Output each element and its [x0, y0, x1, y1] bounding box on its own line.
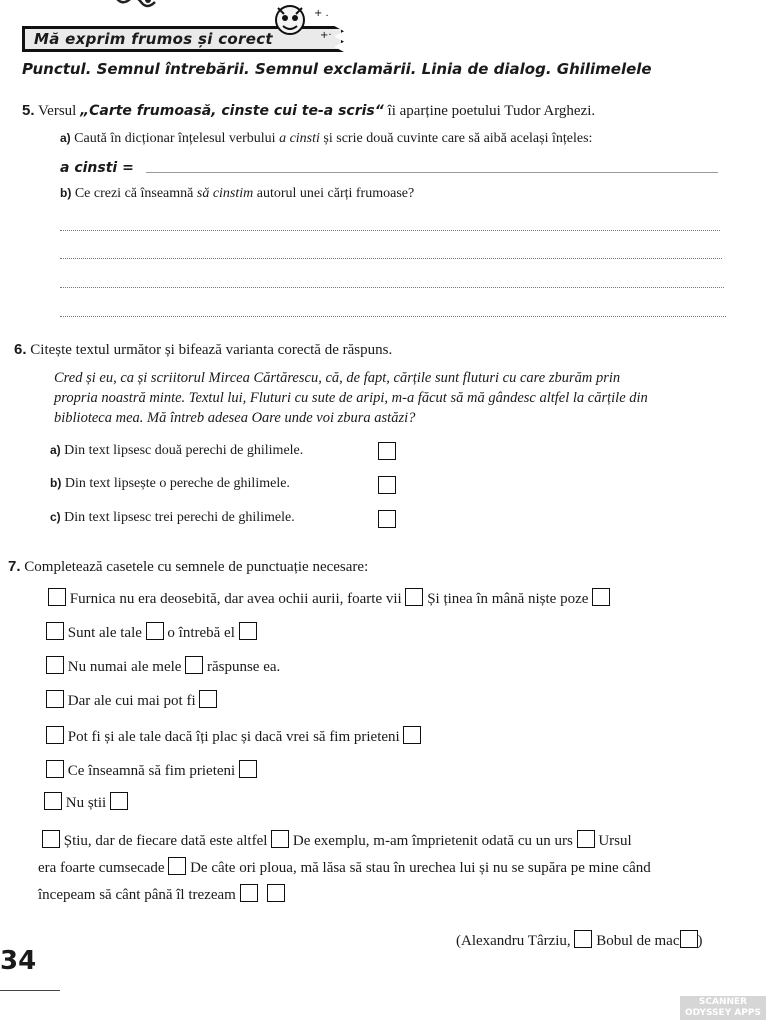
q7-line-1: Furnica nu era deosebită, dar avea ochii aurii, foarte vii Și ținea în mână niște poze [48, 588, 610, 608]
answer-line[interactable] [60, 287, 724, 288]
svg-text:+·: +· [320, 30, 332, 41]
q7-line-7: Nu știi [44, 792, 128, 812]
q7-line-9: era foarte cumsecade De câte ori ploua, mă lăsa să stau în urechea lui și nu se supăra pe mine când [38, 857, 651, 877]
punctuation-box[interactable] [680, 930, 698, 948]
punctuation-box[interactable] [239, 622, 257, 640]
section-banner-title: Mă exprim frumos și corect [34, 30, 273, 48]
page-number: 34 [0, 946, 37, 976]
q7-instruction: 7. Completează casetele cu semnele de punctuație necesare: [8, 558, 369, 575]
punctuation-box[interactable] [577, 830, 595, 848]
q5-answer-line[interactable] [146, 172, 718, 173]
q6-passage: Cred și eu, ca și scriitorul Mircea Cărtărescu, că, de fapt, cărțile sunt fluturi cu care zburăm prin propria noastră minte. Textul lui, Fluturi cu sute de aripi, m-a făcut să mă gândesc altfel la cărțile din biblioteca mea. Mă întreb adesea Oare unde voi zbura astăzi? [54, 370, 648, 426]
punctuation-box[interactable] [146, 622, 164, 640]
punctuation-box[interactable] [46, 622, 64, 640]
q7-line-3: Nu numai ale mele răspunse ea. [46, 656, 280, 676]
answer-line[interactable] [60, 258, 722, 259]
q6-option-b: b) Din text lipsește o pereche de ghilimele. [50, 476, 290, 491]
q6-option-c: c) Din text lipsesc trei perechi de ghilimele. [50, 510, 295, 525]
q5-subquestion-b: b) Ce crezi că înseamnă să cinstim autorul unei cărți frumoase? [60, 186, 415, 201]
q5-subquestion-a: a) Caută în dicționar înțelesul verbului a cinsti și scrie două cuvinte care să aibă același înțeles: [60, 131, 593, 146]
punctuation-box[interactable] [403, 726, 421, 744]
punctuation-box[interactable] [185, 656, 203, 674]
mascot-face-icon [268, 2, 340, 42]
answer-line[interactable] [60, 316, 726, 317]
page-divider [0, 990, 60, 991]
punctuation-box[interactable] [46, 690, 64, 708]
punctuation-box[interactable] [46, 726, 64, 744]
q6-option-b-checkbox[interactable] [378, 476, 396, 494]
q6-option-a: a) Din text lipsesc două perechi de ghilimele. [50, 443, 304, 458]
answer-line[interactable] [60, 230, 720, 231]
punctuation-box[interactable] [168, 857, 186, 875]
scanner-watermark: SCANNER ODYSSEY APPS [680, 996, 766, 1020]
decorative-doodle-icon [110, 0, 170, 14]
punctuation-box[interactable] [110, 792, 128, 810]
punctuation-box[interactable] [46, 656, 64, 674]
q7-source: (Alexandru Târziu, Bobul de mac ) [456, 930, 703, 950]
q7-line-4: Dar ale cui mai pot fi [46, 690, 217, 710]
punctuation-box[interactable] [239, 760, 257, 778]
q5-verse-quote: „Carte frumoasă, cinste cui te-a scris“ [80, 103, 384, 119]
section-subtitle: Punctul. Semnul întrebării. Semnul exclamării. Linia de dialog. Ghilimelele [22, 60, 652, 78]
q7-line-8: Știu, dar de fiecare dată este altfel De exemplu, m-am împrietenit odată cu un urs Ursul [42, 830, 632, 850]
punctuation-box[interactable] [44, 792, 62, 810]
q7-line-5: Pot fi și ale tale dacă îți plac și dacă vrei să fim prieteni [46, 726, 421, 746]
punctuation-box[interactable] [592, 588, 610, 606]
q5-intro: 5. Versul „Carte frumoasă, cinste cui te-a scris“ îi aparține poetului Tudor Arghezi. [22, 102, 596, 119]
q6-instruction: 6. Citește textul următor și bifează varianta corectă de răspuns. [14, 341, 393, 358]
q7-line-10: începeam să cânt până îl trezeam [38, 884, 285, 904]
svg-text:+ .: + . [314, 8, 329, 19]
q6-option-c-checkbox[interactable] [378, 510, 396, 528]
punctuation-box[interactable] [405, 588, 423, 606]
punctuation-box[interactable] [267, 884, 285, 902]
q7-line-6: Ce înseamnă să fim prieteni [46, 760, 257, 780]
punctuation-box[interactable] [271, 830, 289, 848]
punctuation-box[interactable] [48, 588, 66, 606]
punctuation-box[interactable] [42, 830, 60, 848]
q7-line-2: Sunt ale tale o întrebă el [46, 622, 257, 642]
punctuation-box[interactable] [46, 760, 64, 778]
punctuation-box[interactable] [574, 930, 592, 948]
punctuation-box[interactable] [240, 884, 258, 902]
q5-answer-label: a cinsti = [60, 160, 134, 176]
punctuation-box[interactable] [199, 690, 217, 708]
q6-option-a-checkbox[interactable] [378, 442, 396, 460]
